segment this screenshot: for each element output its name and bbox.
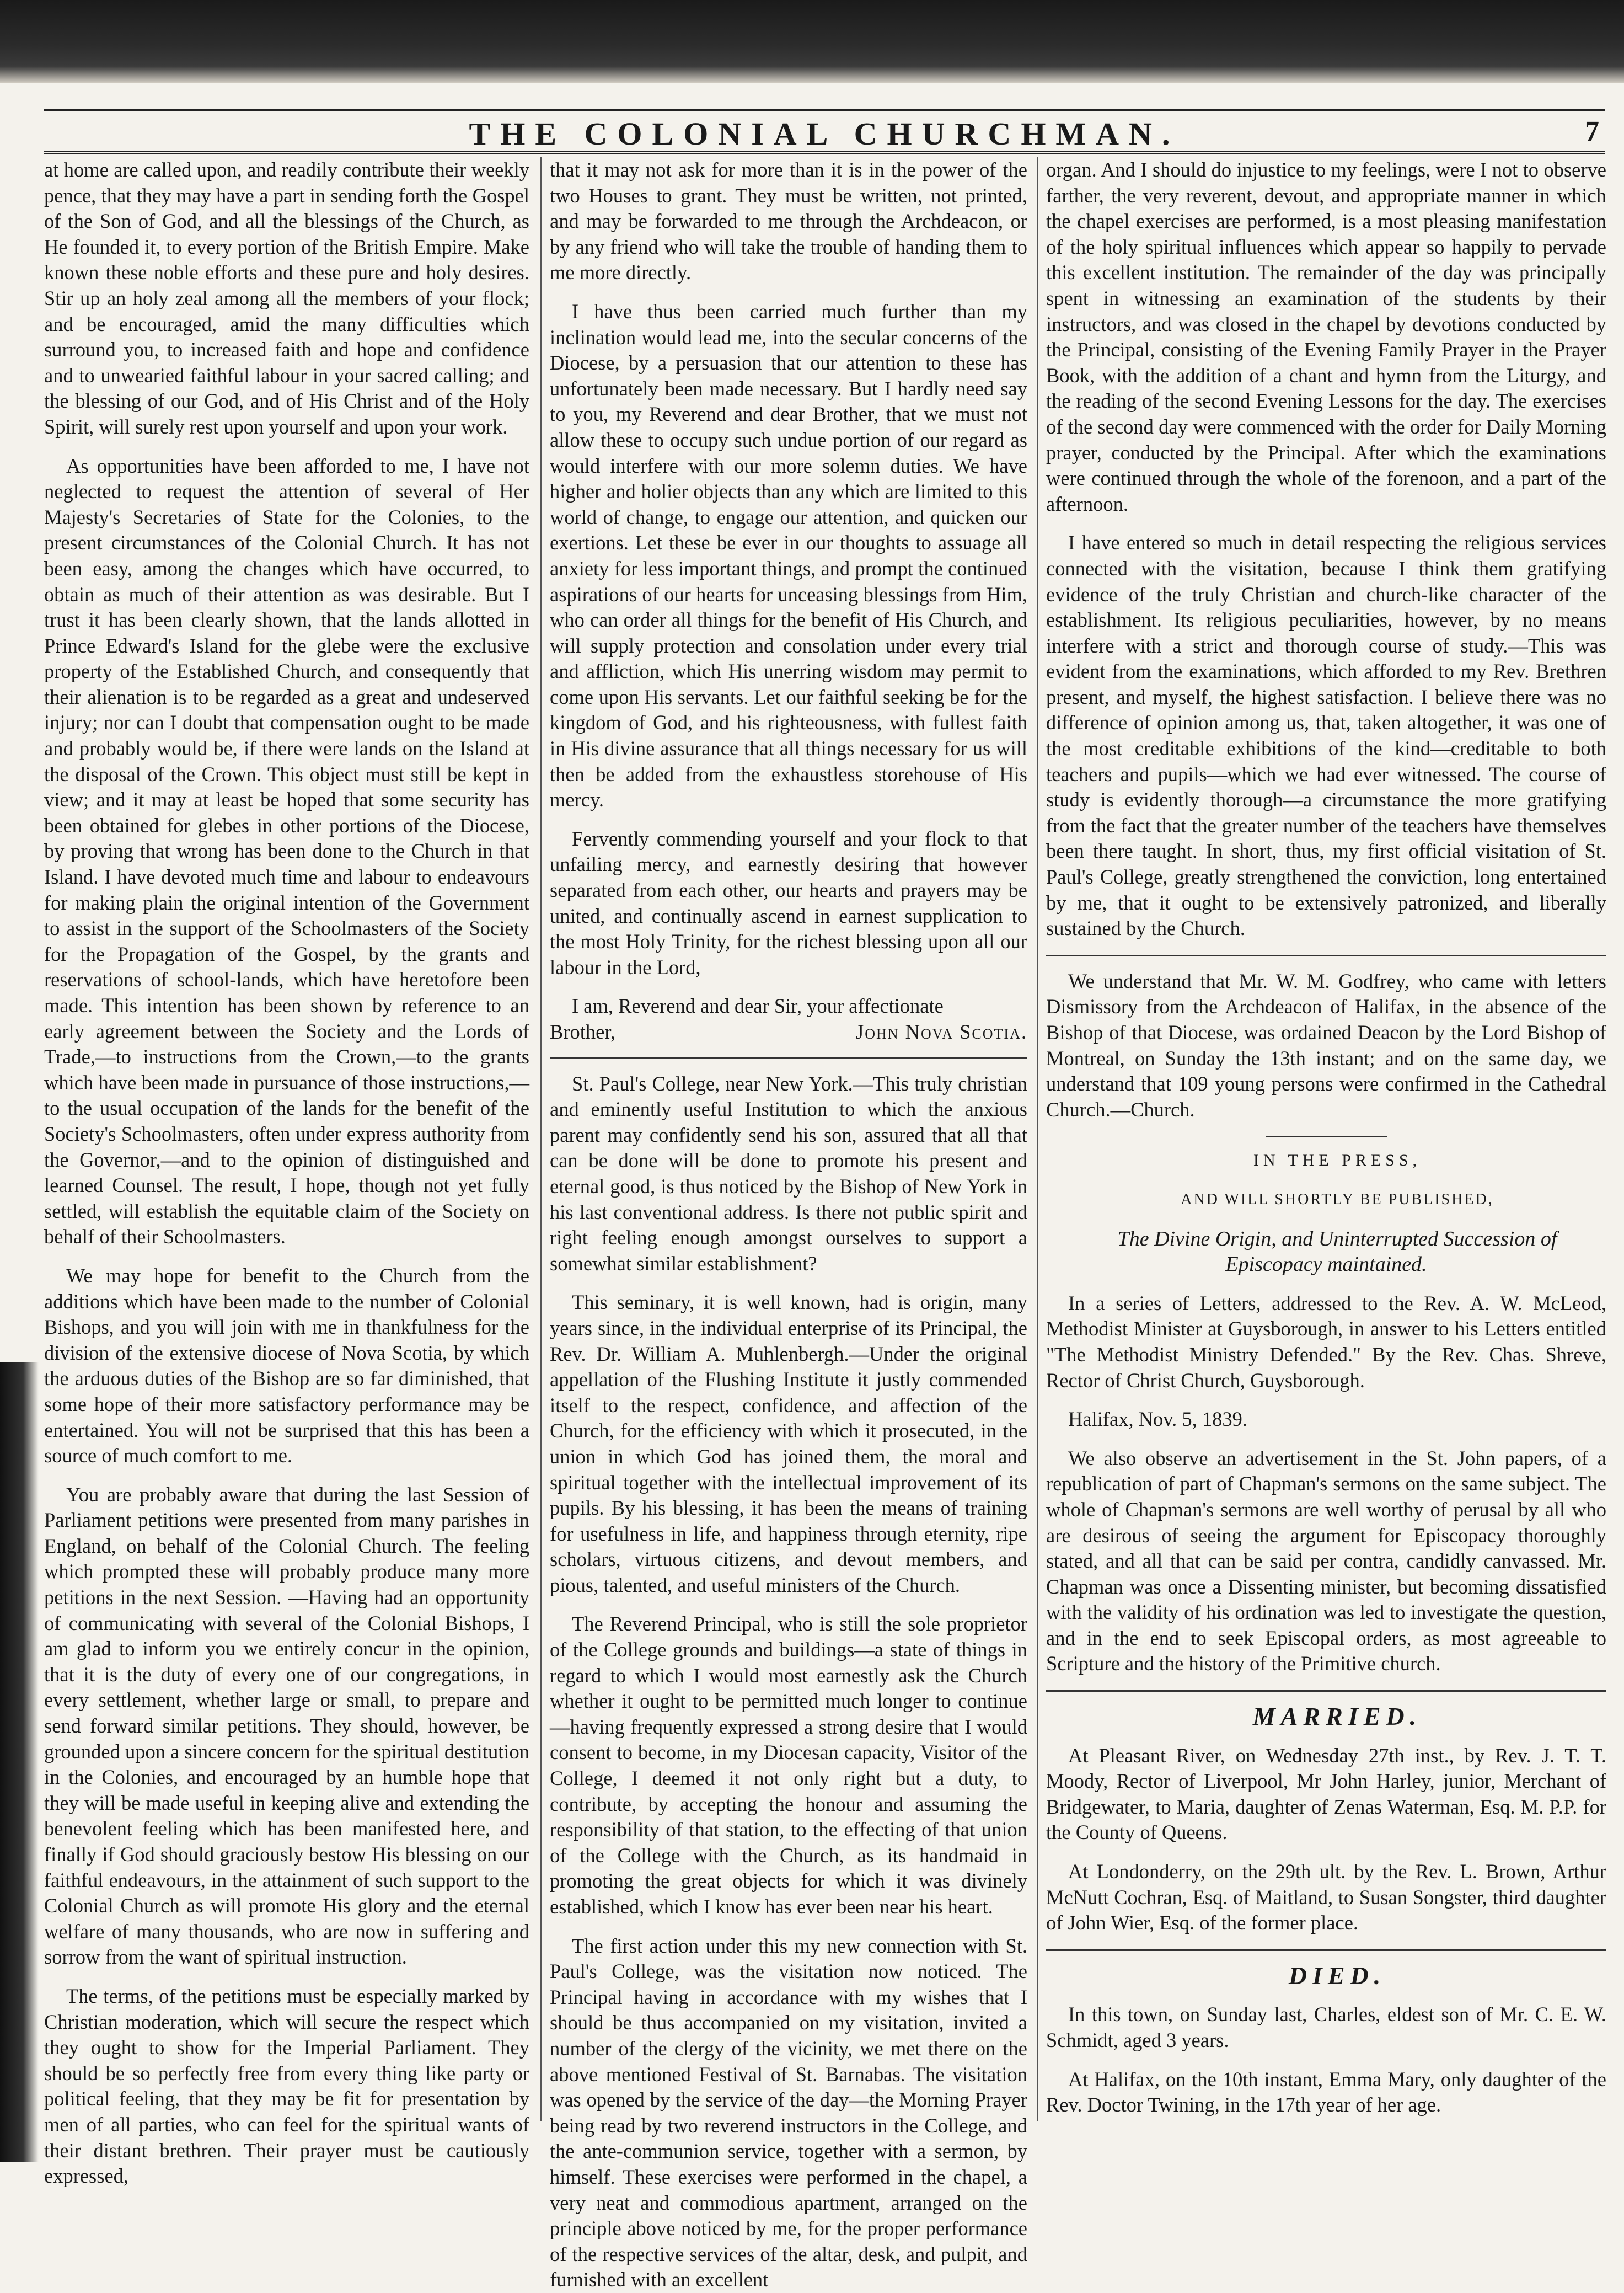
middle-column	[540, 157, 1027, 2291]
article-paragraph: I have entered so much in detail respecting the religious services connected with the visitation, because I think them gratifying evidence of the truly Christian and church-like character of the establishment. Its religious peculiarities, however, by no means interfere with a strict and thorough course of study.—This was evident from the examinations, which afforded to my Rev. Brethren present, and myself, the highest satisfaction. I believe there was no difference of opinion among us, that, taken altogether, it was one of the most creditable exhibitions of the kind—creditable to both teachers and pupils—which we had ever witnessed. The course of study is evidently thorough—a circumstance the more gratifying from the fact that the greater number of the teachers have themselves been there taught. In short, thus, my first official visitation of St. Paul's College, greatly strengthened the conviction, long entertained by me, that it ought to be extensively patronized, and liberally sustained by the Church.	[1046, 531, 1606, 940]
article-paragraph: This seminary, it is well known, had is origin, many years since, in the individual enterprise of its Principal, the Rev. Dr. William A. Muhlenbergh.—Under the original appellation of the Flushing Institute it justly commended itself to the respect, confidence, and affection of the Church, for the efficiency with which it prosecuted, in the union in which God has joined them, the moral and spiritual together with the intellectual improvement of its pupils. By his blessing, it has been the means of training for usefulness in life, and happiness through eternity, ripe scholars, virtuous citizens, and devout members, and pious, talented, and useful ministers of the Church.	[550, 1291, 1027, 1596]
section-divider	[550, 1057, 1027, 1059]
left-column	[44, 157, 529, 2188]
article-paragraph: The Reverend Principal, who is still the sole proprietor of the College grounds and buildings—a state of things in regard to which I would most earnestly ask the Church whether it ought to be permitted much longer to continue—having frequently expressed a strong desire that I would consent to become, in my Diocesan capacity, Visitor of the College, I deemed it not only right but a duty, to contribute, by accepting the honour and assuming the responsibility of that station, to the effecting of that union of the College with the Church, as its handmaid in promoting the great objects for which it was divinely established, which I know has ever been near his heart.	[550, 1612, 1027, 1918]
section-divider	[1046, 1690, 1606, 1692]
page-number: 7	[1585, 116, 1599, 147]
scan-left-edge	[0, 1362, 39, 2162]
article-paragraph: that it may not ask for more than it is in the power of the two Houses to grant. They must be written, not printed, and may be forwarded to me through the Archdeacon, or by any friend who will take the trouble of handing them to me more directly.	[550, 158, 1027, 284]
notice-item: In this town, on Sunday last, Charles, eldest son of Mr. C. E. W. Schmidt, aged 3 years.	[1046, 2003, 1606, 2051]
notice-item: At Londonderry, on the 29th ult. by the Rev. L. Brown, Arthur McNutt Cochran, Esq. of Maitland, to Susan Songster, third daughter of John Wier, Esq. of the former place.	[1046, 1860, 1606, 1934]
article-paragraph: We also observe an advertisement in the St. John papers, of a republication of part of Chapman's sermons on the same subject. The whole of Chapman's sermons are well worthy of perusal by all who are desirous of seeing the argument for Episcopacy thoroughly stated, and all that can be said per contra, candidly canvassed. Mr. Chapman was once a Dissenting minister, but becoming dissatisfied with the validity of his ordination was led to investigate the question, and in the end to seek Episcopal orders, as most agreeable to Scripture and the history of the Primitive church.	[1046, 1446, 1606, 1675]
right-column	[1037, 157, 1606, 2121]
article-paragraph: at home are called upon, and readily contribute their weekly pence, that they may have a part in sending forth the Gospel of the Son of God, and all the blessings of the Church, as He founded it, to every portion of the British Empire. Make known these noble efforts and these pure and holy desires. Stir up an holy zeal among all the members of your flock; and be encouraged, amid the many difficulties which surround you, to increased faith and hope and confidence and to unwearied faithful labour in your sacred calling; and the blessing of our God, and of His Christ and of the Holy Spirit, will surely rest upon yourself and upon your work.	[44, 158, 529, 438]
section-divider	[1046, 955, 1606, 956]
signature-salutation: Brother,	[550, 1020, 616, 1043]
dateline: Halifax, Nov. 5, 1839.	[1068, 1408, 1248, 1431]
notice-item: At Pleasant River, on Wednesday 27th inst., by Rev. J. T. T. Moody, Rector of Liverpool, Mr John Harley, junior, Merchant of Bridgewater, to Maria, daughter of Zenas Waterman, Esq. M. P.P. for the County of Queens.	[1046, 1744, 1606, 1844]
article-paragraph: St. Paul's College, near New York.—This truly christian and eminently useful Institution to which the anxious parent may confidently send his son, assured that all that can be done will be done to promote his present and eternal good, is thus noticed by the Bishop of New York in his last conventional address. Is there not public spirit and right feeling enough amongst ourselves to support a somewhat similar establishment?	[550, 1072, 1027, 1275]
scan-top-edge	[0, 0, 1624, 83]
news-item: We understand that Mr. W. M. Godfrey, who came with letters Dismissory from the Archdeacon of Halifax, in the absence of the Bishop of that Diocese, was ordained Deacon by the Lord Bishop of Montreal, on Sunday the 13th instant; and on the same day, we understand that 109 young persons were confirmed in the Cathedral Church.—Church.	[1046, 969, 1606, 1121]
section-divider	[1046, 1949, 1606, 1951]
newspaper-title: THE COLONIAL CHURCHMAN.	[469, 116, 1180, 152]
article-paragraph: organ. And I should do injustice to my feelings, were I not to observe farther, the very reverent, devout, and appropriate manner in which the chapel exercises are performed, is a most pleasing manifestation of the holy spiritual influences which appear so happily to pervade this excellent institution. The remainder of the day was principally spent in witnessing an examination of the students by their instructors, and was closed in the chapel by devotions conducted by the Principal, consisting of the Evening Family Prayer in the Prayer Book, with the addition of a chant and hymn from the Liturgy, and the reading of the second Evening Lessons for the day. The exercises of the second day were commenced with the order for Daily Morning prayer, conducted by the Principal. After which the examinations were continued through the whole of the forenoon, and a part of the afternoon.	[1046, 158, 1606, 515]
article-paragraph: We may hope for benefit to the Church from the additions which have been made to the number of Colonial Bishops, and you will join with me in thankfulness for the division of the extensive diocese of Nova Scotia, by which the arduous duties of the Bishop are so far diminished, that some hope of their more satisfactory performance may be entertained. You will not be surprised that this has been a source of much comfort to me.	[44, 1264, 529, 1467]
signature	[550, 1019, 1027, 1045]
notice-item: At Halifax, on the 10th instant, Emma Mary, only daughter of the Rev. Doctor Twining, in the 17th year of her age.	[1046, 2067, 1606, 2116]
died-heading: DIED.	[1288, 1961, 1386, 1990]
press-heading: IN THE PRESS,	[1253, 1151, 1422, 1170]
signature-name: John Nova Scotia.	[856, 1020, 1027, 1043]
article-paragraph: Fervently commending yourself and your flock to that unfailing mercy, and earnestly desiring that however separated from each other, our hearts and prayers may be united, and continually ascend in earnest supplication to the most Holy Trinity, for the richest blessing upon all our labour in the Lord,	[550, 827, 1027, 979]
closing-line: I am, Reverend and dear Sir, your affectionate	[572, 995, 944, 1018]
article-paragraph: You are probably aware that during the last Session of Parliament petitions were presented from many parishes in England, on behalf of the Colonial Church. The feeling which prompted these will probably produce many more petitions in the next Session. —Having had an opportunity of communicating with several of the Colonial Bishops, I am glad to inform you we entirely concur in the opinion, that it is the duty of every one of our congregations, in every settlement, whether large or small, to prepare and send forward similar petitions. They should, however, be grounded upon a sincere concern for the spiritual destitution in the Colonies, and encouraged by an humble hope that they will be made useful in keeping alive and extending the benevolent feeling which has been manifested here, and finally if God should graciously bestow His blessing on our faithful endeavours, in the attainment of such support to the Colonial Church as will promote His glory and the eternal welfare of many thousands, who are now in suffering and sorrow from the want of spiritual instruction.	[44, 1483, 529, 1969]
advertisement-text: In a series of Letters, addressed to the Rev. A. W. McLeod, Methodist Minister at Guysborough, in answer to his Letters entitled "The Methodist Ministry Defended." By the Rev. Chas. Shreve, Rector of Christ Church, Guysborough.	[1046, 1291, 1606, 1392]
press-subheading: AND WILL SHORTLY BE PUBLISHED,	[1181, 1190, 1494, 1208]
short-divider	[1266, 1136, 1387, 1137]
book-title: The Divine Origin, and Uninterrupted Succession of Episcopacy maintained.	[1117, 1227, 1557, 1276]
article-paragraph: As opportunities have been afforded to me, I have not neglected to request the attention of several of Her Majesty's Secretaries of State for the Colonies, to the present circumstances of the Colonial Church. It has not been easy, among the changes which have occurred, to obtain as much of their attention as was desirable. But I trust it has been clearly shown, that the lands allotted in Prince Edward's Island for the glebe were the exclusive property of the Established Church, and consequently that their alienation is to be regarded as a great and undeserved injury; nor can I doubt that compensation ought to be made and probably would be, if there were lands on the Island at the disposal of the Crown. This object must still be kept in view; and it may at least be hoped that some security has been obtained for glebes in other portions of the Diocese, by proving that wrong has been done to the Church in that Island. I have devoted much time and labour to endeavours for making plain the original intention of the Government to assist in the support of the Schoolmasters of the Society for the Propagation of the Gospel, by the grants and reservations of school-lands, which have heretofore been made. This intention has been shown by reference to an early agreement between the Society and the Lords of Trade,—to instructions from the Crown,—to the grants which have been made in pursuance of those instructions,—to the usual occupation of the lands for the benefit of the Society's Schoolmasters, often under express authority from the Governor,—and to the opinion of distinguished and learned Counsel. The result, I hope, though not yet fully settled, will establish the equitable claim of the Society on behalf of their Schoolmasters.	[44, 454, 529, 1248]
article-paragraph: The terms, of the petitions must be especially marked by Christian moderation, which will secure the respect which they ought to show for the Imperial Parliament. They should be so perfectly free from every thing like party or political feeling, that they may be fit for presentation by men of all parties, who can feel for the spiritual wants of their distant brethren. Their prayer must be cautiously expressed,	[44, 1984, 529, 2188]
article-paragraph: The first action under this my new connection with St. Paul's College, was the visitation now noticed. The Principal having in accordance with my wishes that I should be thus accompanied on my visitation, invited a number of the clergy of the vicinity, we met there on the above mentioned Festival of St. Barnabas. The visitation was opened by the service of the day—the Morning Prayer being read by two reverend instructors in the College, and the ante-communion service, together with a sermon, by himself. These exercises were performed in the chapel, a very neat and commodious apartment, arranged on the principle above noticed by me, for the proper performance of the respective services of the altar, desk, and pulpit, and furnished with an excellent	[550, 1934, 1027, 2291]
married-heading: MARRIED.	[1252, 1702, 1422, 1731]
page-header	[44, 109, 1605, 154]
article-paragraph: I have thus been carried much further than my inclination would lead me, into the secular concerns of the Diocese, by a persuasion that our attention to these has unfortunately been made necessary. But I hardly need say to you, my Reverend and dear Brother, that we must not allow these to occupy such undue portion of our regard as would interfere with our more solemn duties. We have higher and holier objects than any which are limited to this world of change, to engage our attention, and quicken our exertions. Let these be ever in our thoughts to assuage all anxiety for less important things, and prompt the continued aspirations of our hearts for unceasing blessings from Him, who can order all things for the benefit of His Church, and will supply protection and consolation under every trial and affliction, which His unerring wisdom may permit to come upon His servants. Let our faithful seeking be for the kingdom of God, and his righteousness, with fullest faith in His divine assurance that all things necessary for us will then be added from the exhaustless storehouse of His mercy.	[550, 300, 1027, 811]
